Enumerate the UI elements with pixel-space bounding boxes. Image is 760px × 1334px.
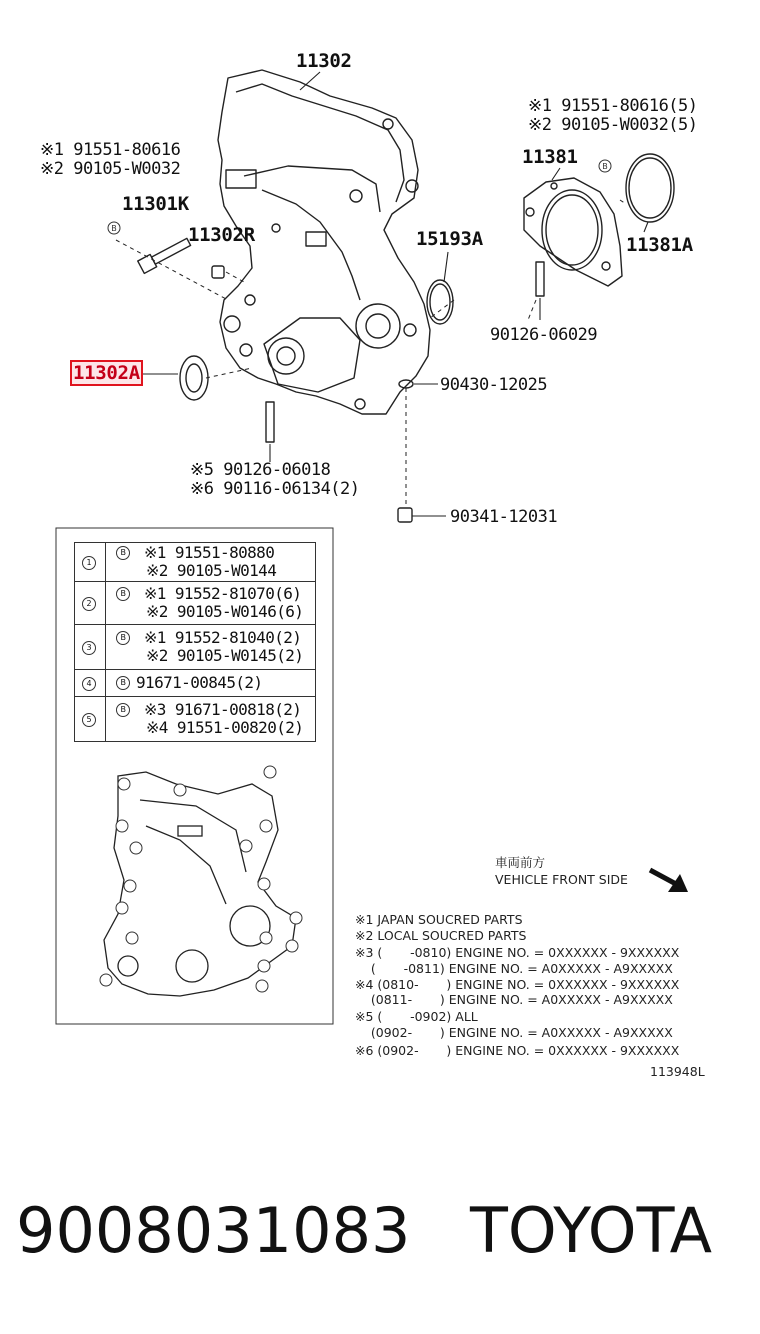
table-row	[75, 670, 316, 697]
callout-90430-12025[interactable]: 90430-12025	[440, 375, 548, 395]
direction-label-jp: 車両前方	[495, 855, 546, 870]
note-line: ※2 LOCAL SOUCRED PARTS	[355, 928, 527, 943]
callout-right-bolt-2[interactable]: ※2 90105-W0032(5)	[528, 115, 698, 135]
part-number[interactable]: 91671-00845(2)	[136, 673, 263, 692]
direction-label-en: VEHICLE FRONT SIDE	[495, 872, 628, 887]
front-direction-arrow-icon	[650, 870, 688, 892]
note-line: ※5 ( -0902) ALL	[355, 1009, 478, 1024]
callout-11302[interactable]: 11302	[296, 50, 352, 72]
table-row	[75, 697, 316, 742]
callout-left-bolt-1[interactable]: ※1 91551-80616	[40, 140, 181, 160]
part-number[interactable]: ※2 90105-W0144	[146, 561, 277, 580]
brand-name: TOYOTA	[470, 1194, 713, 1267]
bolt-marker-b-right: B	[602, 162, 608, 171]
note-line: (0811- ) ENGINE NO. = A0XXXXX - A9XXXXX	[355, 992, 673, 1007]
callout-11381a[interactable]: 11381A	[626, 234, 693, 256]
bolt-marker-icon: B	[116, 703, 130, 717]
table-row	[75, 582, 316, 625]
callout-right-bolt-1[interactable]: ※1 91551-80616(5)	[528, 96, 698, 116]
callout-stud-2[interactable]: ※6 90116-06134(2)	[190, 479, 360, 499]
part-number[interactable]: ※4 91551-00820(2)	[146, 718, 304, 737]
row-number-badge: 4	[82, 677, 96, 691]
callout-11381[interactable]: 11381	[522, 146, 578, 168]
row-number-badge: 3	[82, 641, 96, 655]
callout-90126-06029[interactable]: 90126-06029	[490, 325, 598, 345]
bolt-marker-icon: B	[116, 546, 130, 560]
row-number-badge: 5	[82, 713, 96, 727]
bolt-marker-icon: B	[116, 587, 130, 601]
callout-90341-12031[interactable]: 90341-12031	[450, 507, 558, 527]
callout-11302r[interactable]: 11302R	[188, 224, 255, 246]
bolt-marker-icon: B	[116, 631, 130, 645]
part-number[interactable]: ※2 90105-W0146(6)	[146, 602, 304, 621]
table-row	[75, 625, 316, 670]
bolt-reference-table	[74, 542, 316, 742]
part-number[interactable]: ※2 90105-W0145(2)	[146, 646, 304, 665]
note-line: ※4 (0810- ) ENGINE NO. = 0XXXXXX - 9XXXXXX	[355, 977, 680, 992]
callout-11302a[interactable]	[72, 364, 141, 383]
part-number[interactable]: ※1 91552-81070(6)	[144, 584, 302, 603]
bolt-marker-icon: B	[116, 676, 130, 690]
part-number[interactable]: ※3 91671-00818(2)	[144, 700, 302, 719]
part-number[interactable]: ※1 91551-80880	[144, 543, 275, 562]
table-row	[75, 543, 316, 582]
part-number-title: 9008031083	[16, 1194, 411, 1267]
figure-id: 113948L	[650, 1064, 705, 1079]
callout-stud-1[interactable]: ※5 90126-06018	[190, 460, 331, 480]
row-number-badge: 1	[82, 556, 96, 570]
bolt-marker-b-left: B	[111, 224, 117, 233]
note-line: (0902- ) ENGINE NO. = A0XXXXX - A9XXXXX	[355, 1025, 673, 1040]
callout-left-bolt-2[interactable]: ※2 90105-W0032	[40, 159, 181, 179]
note-line: ※3 ( -0810) ENGINE NO. = 0XXXXXX - 9XXXXXX	[355, 945, 680, 960]
callout-15193a[interactable]: 15193A	[416, 228, 483, 250]
callout-11301k[interactable]: 11301K	[122, 193, 189, 215]
highlighted-part-number: 11302A	[73, 362, 140, 384]
part-number[interactable]: ※1 91552-81040(2)	[144, 628, 302, 647]
note-line: ※6 (0902- ) ENGINE NO. = 0XXXXXX - 9XXXXXX	[355, 1043, 680, 1058]
row-number-badge: 2	[82, 597, 96, 611]
bolt-location-markers	[100, 766, 302, 992]
note-line: ( -0811) ENGINE NO. = A0XXXXX - A9XXXXX	[355, 961, 673, 976]
note-line: ※1 JAPAN SOUCRED PARTS	[355, 912, 523, 927]
